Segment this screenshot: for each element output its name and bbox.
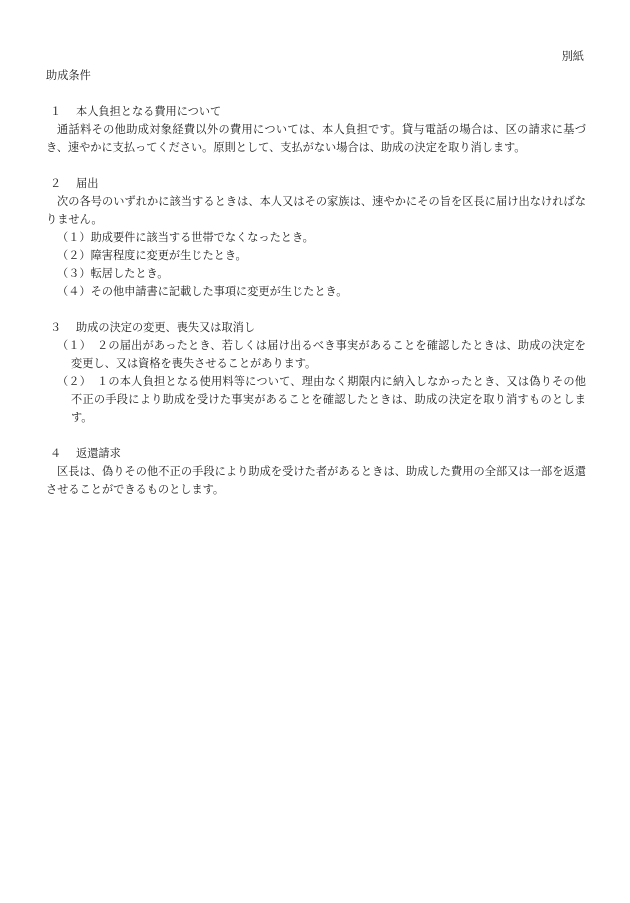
section-title: 助成の決定の変更、喪失又は取消し <box>76 321 256 334</box>
section-self-payment <box>46 103 586 157</box>
section-notification <box>46 175 586 301</box>
list-item: （１）助成要件に該当する世帯でなくなったとき。 <box>57 231 314 244</box>
section-title: 届出 <box>76 177 99 190</box>
section-change-revocation <box>46 319 586 427</box>
list-item: （３）転居したとき。 <box>57 267 169 280</box>
section-heading <box>46 103 586 121</box>
list-item: （２）障害程度に変更が生じたとき。 <box>57 249 247 262</box>
list-item: （４）その他申請書に記載した事項に変更が生じたとき。 <box>57 285 348 298</box>
section-number: ３ <box>50 321 62 334</box>
section-title: 本人負担となる費用について <box>76 105 222 118</box>
section-number: １ <box>50 105 62 118</box>
section-heading <box>46 175 586 193</box>
section-heading <box>46 445 586 463</box>
list-item: （１） ２の届出があったとき、若しくは届け出るべき事実があることを確認したときは、助成の決定を変更し、又は資格を喪失させることがあります。 <box>57 339 586 370</box>
section-paragraph: 通話料その他助成対象経費以外の費用については、本人負担です。貸与電話の場合は、区の請求に基づき、速やかに支払ってください。原則として、支払がない場合は、助成の決定を取り消します。 <box>46 123 586 154</box>
section-heading <box>46 319 586 337</box>
list-item: （２） １の本人負担となる使用料等について、理由なく期限内に納入しなかったとき、又は偽りその他不正の手段により助成を受けた事実があることを確認したときは、助成の決定を取り消すものとします。 <box>57 375 586 424</box>
document-body <box>46 103 586 517</box>
section-number: ２ <box>50 177 62 190</box>
attachment-label: 別紙 <box>561 50 584 63</box>
section-paragraph: 区長は、偽りその他不正の手段により助成を受けた者があるときは、助成した費用の全部又は一部を返還させることができるものとします。 <box>46 465 586 496</box>
section-paragraph: 次の各号のいずれかに該当するときは、本人又はその家族は、速やかにその旨を区長に届け出なければなりません。 <box>46 195 586 226</box>
section-title: 返還請求 <box>76 447 121 460</box>
section-refund-request <box>46 445 586 499</box>
document-title: 助成条件 <box>46 69 91 82</box>
section-number: ４ <box>50 447 62 460</box>
